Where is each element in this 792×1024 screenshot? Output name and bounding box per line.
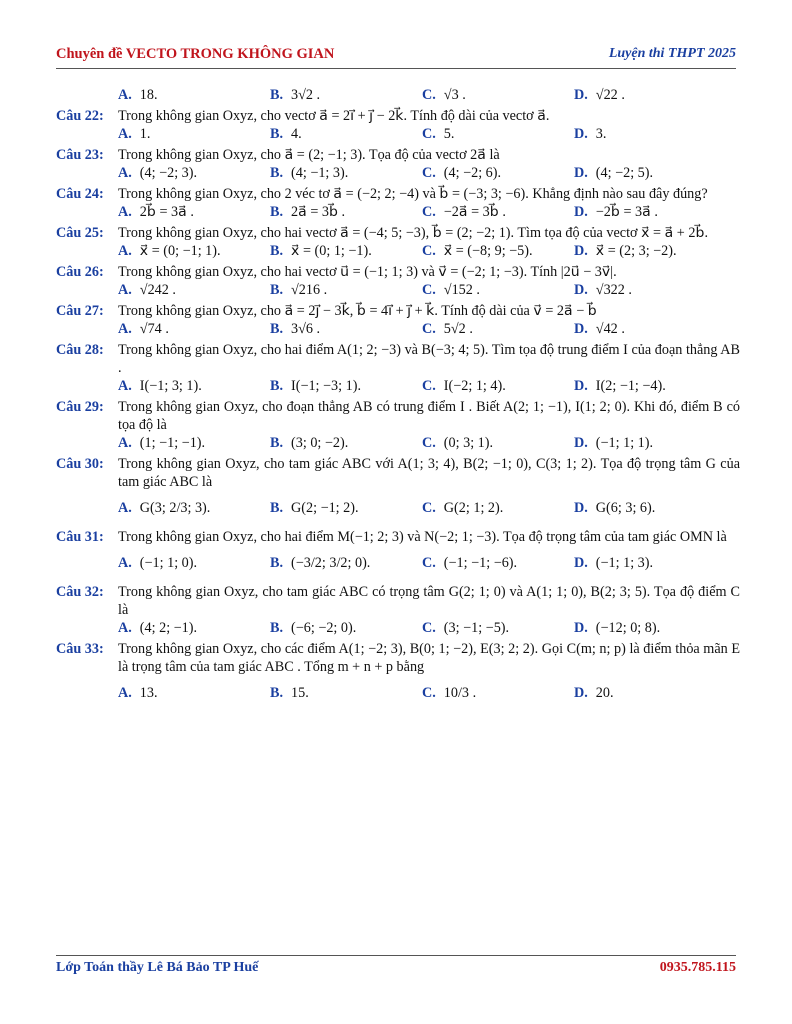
question-number: Câu 26: — [56, 264, 104, 280]
option-value: 3. — [595, 126, 607, 142]
question-text: Trong không gian Oxyz, cho hai điểm A(1; 2; −3) và B(−3; 4; 5). Tìm tọa độ trung điểm I của đoạn thẳng AB . — [118, 342, 740, 376]
option-label: B. — [270, 204, 284, 220]
option-label: D. — [574, 620, 588, 636]
question-number: Câu 27: — [56, 303, 104, 319]
question-list — [56, 86, 740, 713]
option-value: (3; −1; −5). — [443, 620, 510, 636]
option — [270, 320, 422, 338]
options-row-prev — [56, 86, 740, 104]
option-label: A. — [118, 243, 132, 259]
option-label: C. — [422, 378, 436, 394]
option-label: D. — [574, 555, 588, 571]
question-text: Trong không gian Oxyz, cho các điểm A(1; −2; 3), B(0; 1; −2), E(3; 2; 2). Gọi C(m; n; p) là điểm thỏa mãn E là trọng tâm của tam giác ABC . Tổng m + n + p bằng — [118, 641, 740, 675]
option-label: D. — [574, 378, 588, 394]
option-value: −2a⃗ = 3b⃗ . — [443, 204, 506, 220]
options-row — [56, 619, 740, 637]
option-label: D. — [574, 243, 588, 259]
option — [574, 546, 726, 580]
option-label: B. — [270, 555, 284, 571]
option-value: √216 . — [291, 282, 328, 298]
page-header — [56, 46, 736, 68]
option-value: I(−1; 3; 1). — [139, 378, 202, 394]
option — [118, 377, 270, 395]
option — [422, 281, 574, 299]
option — [574, 281, 726, 299]
option — [422, 619, 574, 637]
page-footer — [56, 960, 736, 980]
options-row — [56, 281, 740, 299]
question-text: Trong không gian Oxyz, cho a⃗ = 2j⃗ − 3k⃗, b⃗ = 4i⃗ + j⃗ + k⃗. Tính độ dài của v⃗ = 2a⃗ − b⃗ — [118, 303, 597, 319]
option-value: (4; 2; −1). — [139, 620, 198, 636]
option-value: 5. — [443, 126, 455, 142]
question-text: Trong không gian Oxyz, cho 2 véc tơ a⃗ = (−2; 2; −4) và b⃗ = (−3; 3; −6). Khẳng định nào sau đây đúng? — [118, 186, 708, 202]
option-label: B. — [270, 243, 284, 259]
option — [118, 320, 270, 338]
option — [574, 377, 726, 395]
option — [574, 619, 726, 637]
question-number: Câu 31: — [56, 529, 104, 545]
option — [574, 242, 726, 260]
option-label: B. — [270, 378, 284, 394]
question-text: Trong không gian Oxyz, cho đoạn thẳng AB có trung điểm I . Biết A(2; 1; −1), I(1; 2; 0). Khi đó, điểm B có tọa độ là — [118, 399, 740, 433]
question-text: Trong không gian Oxyz, cho hai vectơ u⃗ = (−1; 1; 3) và v⃗ = (−2; 1; −3). Tính |2u⃗ − 3v⃗|. — [118, 264, 617, 280]
option-value: (4; −2; 6). — [443, 165, 502, 181]
option — [118, 434, 270, 452]
option-value: √322 . — [595, 282, 632, 298]
option-value: I(2; −1; −4). — [595, 378, 666, 394]
question — [56, 528, 740, 546]
option-value: x⃗ = (−8; 9; −5). — [443, 243, 533, 259]
option: C. √3 . — [422, 87, 466, 103]
question-number: Câu 33: — [56, 641, 104, 657]
option-label: B. — [270, 165, 284, 181]
option-value: 4. — [291, 126, 302, 142]
option-value: x⃗ = (2; 3; −2). — [595, 243, 677, 259]
option-value: (−1; 1; 0). — [139, 555, 198, 571]
option-value: 3√6 . — [291, 321, 321, 337]
question — [56, 107, 740, 125]
option — [574, 491, 726, 525]
option — [422, 242, 574, 260]
option-label: C. — [422, 685, 436, 701]
option — [118, 125, 270, 143]
option — [270, 203, 422, 221]
option-value: x⃗ = (0; 1; −1). — [291, 243, 372, 259]
question-text: Trong không gian Oxyz, cho a⃗ = (2; −1; 3). Tọa độ của vectơ 2a⃗ là — [118, 147, 500, 163]
option — [270, 164, 422, 182]
options-row — [56, 125, 740, 143]
option-label: A. — [118, 685, 132, 701]
question — [56, 398, 740, 434]
option — [270, 377, 422, 395]
option-label: A. — [118, 620, 132, 636]
question — [56, 640, 740, 676]
question-number: Câu 22: — [56, 108, 104, 124]
option-label: C. — [422, 555, 436, 571]
option — [118, 676, 270, 710]
option — [270, 491, 422, 525]
option: B. 3√2 . — [270, 87, 321, 103]
option-label: A. — [118, 500, 132, 516]
option-label: A. — [118, 321, 132, 337]
option — [422, 491, 574, 525]
option-label: C. — [422, 165, 436, 181]
option — [118, 203, 270, 221]
option — [118, 546, 270, 580]
option-label: A. — [118, 378, 132, 394]
option-label: A. — [118, 126, 132, 142]
option-label: C. — [422, 126, 436, 142]
option-value: √152 . — [443, 282, 480, 298]
option-label: B. — [270, 500, 284, 516]
option-value: I(−2; 1; 4). — [443, 378, 506, 394]
option — [574, 203, 726, 221]
option: D. √22 . — [574, 87, 625, 103]
option — [422, 546, 574, 580]
option-value: (−1; 1; 1). — [595, 435, 654, 451]
question-number: Câu 30: — [56, 456, 104, 472]
option — [574, 164, 726, 182]
option-label: C. — [422, 500, 436, 516]
footer-divider — [56, 955, 736, 956]
option-label: D. — [574, 282, 588, 298]
option-value: G(2; 1; 2). — [443, 500, 504, 516]
option-value: I(−1; −3; 1). — [291, 378, 361, 394]
option-value: 5√2 . — [443, 321, 473, 337]
option — [574, 320, 726, 338]
option-value: 13. — [139, 685, 158, 701]
option-label: C. — [422, 243, 436, 259]
option-value: (−6; −2; 0). — [291, 620, 357, 636]
options-row — [56, 377, 740, 395]
option-value: (4; −2; 5). — [595, 165, 654, 181]
option-value: (−12; 0; 8). — [595, 620, 661, 636]
option-value: (4; −1; 3). — [291, 165, 349, 181]
option-label: A. — [118, 282, 132, 298]
option — [574, 676, 726, 710]
question-text: Trong không gian Oxyz, cho hai vectơ a⃗ = (−4; 5; −3), b⃗ = (2; −2; 1). Tìm tọa độ của vectơ x⃗ = a⃗ + 2b⃗. — [118, 225, 709, 241]
option — [422, 320, 574, 338]
option-label: D. — [574, 165, 588, 181]
option-label: A. — [118, 555, 132, 571]
options-row — [56, 203, 740, 221]
option-value: (4; −2; 3). — [139, 165, 198, 181]
question — [56, 302, 740, 320]
option-value: (0; 3; 1). — [443, 435, 494, 451]
question-text: Trong không gian Oxyz, cho tam giác ABC với A(1; 3; 4), B(2; −1; 0), C(3; 1; 2). Tọa độ trọng tâm G của tam giác ABC là — [118, 456, 740, 490]
question-text: Trong không gian Oxyz, cho hai điểm M(−1; 2; 3) và N(−2; 1; −3). Tọa độ trọng tâm của tam giác OMN là — [118, 529, 727, 545]
option-label: B. — [270, 321, 284, 337]
question — [56, 263, 740, 281]
option-value: 2a⃗ = 3b⃗ . — [291, 204, 346, 220]
option-label: D. — [574, 685, 588, 701]
option — [270, 676, 422, 710]
option-value: −2b⃗ = 3a⃗ . — [595, 204, 658, 220]
option-label: D. — [574, 204, 588, 220]
option-value: √42 . — [595, 321, 625, 337]
option — [422, 377, 574, 395]
option-value: x⃗ = (0; −1; 1). — [139, 243, 221, 259]
options-row — [56, 676, 740, 710]
option-value: 20. — [595, 685, 614, 701]
option-value: 15. — [291, 685, 309, 701]
header-subtitle: Luyện thi THPT 2025 — [608, 46, 736, 61]
option-label: C. — [422, 321, 436, 337]
question — [56, 224, 740, 242]
option-value: (3; 0; −2). — [291, 435, 349, 451]
options-row — [56, 164, 740, 182]
question-text: Trong không gian Oxyz, cho tam giác ABC có trọng tâm G(2; 1; 0) và A(1; 1; 0), B(2; 3; 5). Tọa độ điểm C là — [118, 584, 740, 618]
option: A. 18. — [118, 87, 158, 103]
option — [422, 434, 574, 452]
question — [56, 583, 740, 619]
option-value: (−1; −1; −6). — [443, 555, 518, 571]
option — [422, 676, 574, 710]
option-value: (1; −1; −1). — [139, 435, 206, 451]
option — [270, 281, 422, 299]
question-number: Câu 25: — [56, 225, 104, 241]
header-divider — [56, 68, 736, 69]
option — [118, 619, 270, 637]
option — [422, 125, 574, 143]
option-label: B. — [270, 685, 284, 701]
option — [118, 491, 270, 525]
option — [270, 242, 422, 260]
option-label: D. — [574, 435, 588, 451]
option — [270, 619, 422, 637]
option-value: (−1; 1; 3). — [595, 555, 654, 571]
options-row — [56, 546, 740, 580]
question-text: Trong không gian Oxyz, cho vectơ a⃗ = 2i⃗ + j⃗ − 2k⃗. Tính độ dài của vectơ a⃗. — [118, 108, 550, 124]
option — [270, 434, 422, 452]
option-value: √242 . — [139, 282, 176, 298]
option — [118, 281, 270, 299]
option-label: D. — [574, 321, 588, 337]
option-label: D. — [574, 126, 588, 142]
question — [56, 455, 740, 491]
option-label: A. — [118, 435, 132, 451]
option — [118, 164, 270, 182]
question — [56, 341, 740, 377]
options-row — [56, 242, 740, 260]
option-value: G(2; −1; 2). — [291, 500, 359, 516]
question — [56, 146, 740, 164]
option-value: √74 . — [139, 321, 169, 337]
footer-author: Lớp Toán thầy Lê Bá Bảo TP Huế — [56, 960, 259, 975]
option-value: 1. — [139, 126, 151, 142]
options-row — [56, 434, 740, 452]
option-label: C. — [422, 620, 436, 636]
option-label: D. — [574, 500, 588, 516]
option — [118, 242, 270, 260]
option-label: C. — [422, 282, 436, 298]
question-number: Câu 24: — [56, 186, 104, 202]
option-label: B. — [270, 126, 284, 142]
option — [270, 125, 422, 143]
header-title: Chuyên đề VECTO TRONG KHÔNG GIAN — [56, 46, 335, 62]
option — [574, 125, 726, 143]
footer-phone: 0935.785.115 — [659, 960, 736, 975]
option — [422, 164, 574, 182]
option-value: (−3/2; 3/2; 0). — [291, 555, 371, 571]
option-label: B. — [270, 435, 284, 451]
option-value: 10/3 . — [443, 685, 477, 701]
option — [574, 434, 726, 452]
question-number: Câu 28: — [56, 342, 104, 358]
option-label: A. — [118, 204, 132, 220]
option-label: B. — [270, 282, 284, 298]
option-value: G(3; 2/3; 3). — [139, 500, 211, 516]
option-value: G(6; 3; 6). — [595, 500, 656, 516]
option-label: B. — [270, 620, 284, 636]
question — [56, 185, 740, 203]
option — [422, 203, 574, 221]
option-label: C. — [422, 204, 436, 220]
options-row — [56, 491, 740, 525]
option-label: A. — [118, 165, 132, 181]
option — [270, 546, 422, 580]
option-label: C. — [422, 435, 436, 451]
question-number: Câu 29: — [56, 399, 104, 415]
options-row — [56, 320, 740, 338]
question-number: Câu 23: — [56, 147, 104, 163]
question-number: Câu 32: — [56, 584, 104, 600]
option-value: 2b⃗ = 3a⃗ . — [139, 204, 194, 220]
